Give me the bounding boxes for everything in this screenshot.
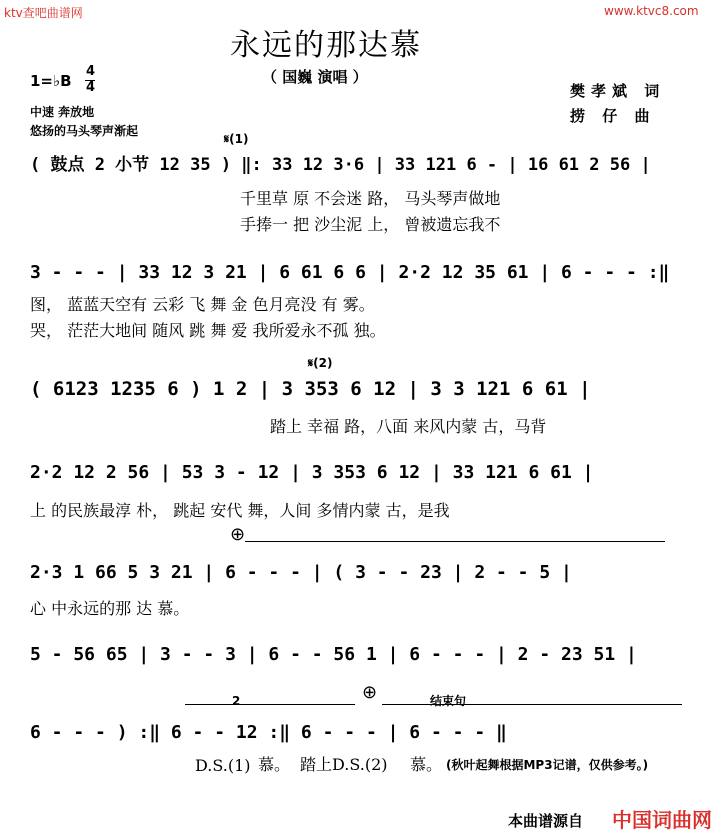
song-title: 永远的那达慕 [230, 28, 422, 63]
volta-2-label: 2 [232, 694, 241, 708]
notation-line-4: 2·2 12 2 56 | 53 3 - 12 | 3 353 6 12 | 33 121 6 61 | [30, 462, 594, 483]
notation-line-7: 6 - - - ) :‖ 6 - - 12 :‖ 6 - - - | 6 - - - ‖ [30, 722, 507, 743]
watermark-right: www.ktvc8.com [604, 4, 699, 18]
notation-line-5: 2·3 1 66 5 3 21 | 6 - - - | ( 3 - - 23 | 2 - - 5 | [30, 562, 572, 583]
time-signature-bottom: 4 [86, 80, 96, 95]
tempo-marking: 中速 奔放地 [30, 105, 95, 119]
segno-2-mark: 𝄋(2) [308, 356, 333, 370]
lyrics-line-3: 踏上 幸福 路，八面 来风内蒙 古，马背 [270, 417, 547, 436]
segno-1-mark: 𝄋(1) [224, 132, 249, 146]
key-signature: 1=♭B [30, 72, 72, 90]
lyrics-line-2b: 哭， 茫茫大地间 随风 跳 舞 爱 我所爱永不孤 独。 [30, 321, 386, 340]
composer-credit: 捞 仔 曲 [570, 107, 656, 125]
intro-note: 悠扬的马头琴声渐起 [30, 124, 139, 138]
ending-label: 结束句 [430, 694, 467, 708]
lyrics-line-2a: 图， 蓝蓝天空有 云彩 飞 舞 金 色月亮没 有 雾。 [30, 295, 375, 314]
notation-line-3: ( 6123 1235 6 ) 1 2 | 3 353 6 12 | 3 3 121 6 61 | [30, 378, 591, 400]
transcriber-note: (秋叶起舞根据MP3记谱，仅供参考。) [446, 758, 649, 772]
coda-mark-1: ⊕ [230, 524, 246, 545]
footer-source-label: 本曲谱源自 [508, 812, 584, 830]
lyrics-line-5: 心 中永远的那 达 慕。 [30, 599, 190, 618]
ds-1-marker: D.S.(1) [195, 756, 251, 775]
notation-line-2: 3 - - - | 33 12 3 21 | 6 61 6 6 | 2·2 12 35 61 | 6 - - - :‖ [30, 262, 670, 283]
coda-mark-2: ⊕ [362, 682, 378, 703]
singer-credit: （ 国巍 演唱 ） [262, 68, 368, 86]
bracket-line-1 [245, 541, 665, 542]
lyrics-line-1b: 手捧一 把 沙尘泥 上， 曾被遗忘我不 [240, 215, 501, 234]
time-signature-top: 4 [86, 64, 96, 79]
lyrics-line-4: 上 的民族最淳 朴， 跳起 安代 舞，人间 多情内蒙 古，是我 [30, 501, 450, 520]
lyrics-line-7b: 慕。 [258, 755, 291, 774]
notation-line-1: ( 鼓点 2 小节 12 35 ) ‖: 33 12 3·6 | 33 121 6 - | 16 61 2 56 | [30, 155, 651, 175]
watermark-left: ktv查吧曲谱网 [4, 6, 83, 20]
lyrics-line-7d: 慕。 [410, 755, 443, 774]
lyricist-credit: 樊孝斌 词 [570, 82, 666, 100]
ds-2-marker: 踏上D.S.(2) [300, 755, 388, 774]
footer-source-site: 中国词曲网 [612, 808, 712, 832]
ending-bracket [382, 704, 682, 705]
notation-line-6: 5 - 56 65 | 3 - - 3 | 6 - - 56 1 | 6 - - - | 2 - 23 51 | [30, 644, 637, 665]
lyrics-line-1a: 千里草 原 不会迷 路， 马头琴声做地 [240, 189, 501, 208]
volta-2-bracket [185, 704, 355, 705]
